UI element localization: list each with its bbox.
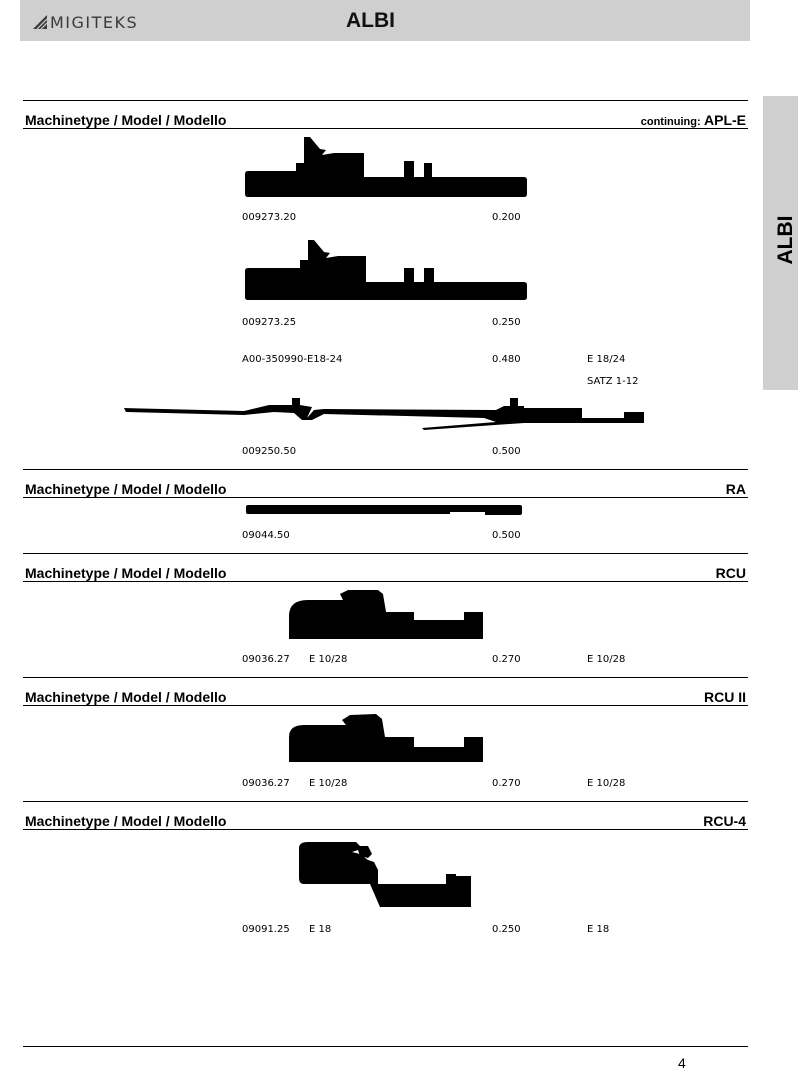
model-name: RCU II [704, 689, 746, 705]
item-note: E 10/28 [587, 778, 626, 789]
blade-profile-009273-20 [244, 137, 529, 199]
blade-profile-09036-27-rcu [288, 590, 486, 640]
blade-profile-009273-25 [244, 240, 529, 302]
section-model [641, 112, 746, 128]
item-note-secondary: SATZ 1-12 [587, 376, 639, 387]
item-value: 0.270 [492, 654, 521, 665]
model-name: APL-E [704, 112, 746, 128]
item-spec: E 18 [309, 924, 332, 935]
blade-profile-09044-50 [245, 504, 525, 516]
section-title: Machinetype / Model / Modello [25, 689, 227, 705]
blade-profile-09091-25 [298, 840, 473, 908]
logo [33, 11, 138, 33]
item-code: 09044.50 [242, 530, 290, 541]
item-code: 09091.25 [242, 924, 290, 935]
item-code: 009250.50 [242, 446, 297, 457]
item-note: E 18/24 [587, 354, 626, 365]
blade-profile-09036-27-rcu-ii [288, 713, 486, 763]
section-title: Machinetype / Model / Modello [25, 112, 227, 128]
item-value: 0.480 [492, 354, 521, 365]
item-spec: E 10/28 [309, 778, 348, 789]
section-title: Machinetype / Model / Modello [25, 813, 227, 829]
item-code: 009273.25 [242, 317, 297, 328]
item-value: 0.250 [492, 924, 521, 935]
item-spec: E 10/28 [309, 654, 348, 665]
item-code: 009273.20 [242, 212, 297, 223]
model-name: RA [725, 481, 746, 497]
page-title: ALBI [346, 9, 395, 32]
item-note: E 10/28 [587, 654, 626, 665]
page-number: 4 [678, 1055, 686, 1071]
item-value: 0.500 [492, 446, 521, 457]
item-value: 0.270 [492, 778, 521, 789]
logo-text: MIGITEKS [50, 12, 139, 32]
section-title: Machinetype / Model / Modello [25, 481, 227, 497]
footer-divider [23, 1046, 748, 1047]
item-note: E 18 [587, 924, 610, 935]
item-value: 0.500 [492, 530, 521, 541]
logo-mark-icon [33, 15, 47, 29]
section-header-apl-e [23, 100, 748, 129]
model-name: RCU-4 [703, 813, 746, 829]
item-code: 09036.27 [242, 778, 290, 789]
blade-profile-009250-50 [124, 396, 649, 436]
item-code: 09036.27 [242, 654, 290, 665]
item-code: A00-350990-E18-24 [242, 354, 343, 365]
model-name: RCU [715, 565, 746, 581]
section-header-rcu [23, 553, 748, 582]
section-header-rcu-ii [23, 677, 748, 706]
section-header-rcu-4 [23, 801, 748, 830]
side-tab-label: ALBI [774, 215, 797, 265]
section-title: Machinetype / Model / Modello [25, 565, 227, 581]
section-header-ra [23, 469, 748, 498]
item-value: 0.200 [492, 212, 521, 223]
continuing-label: continuing: [640, 116, 701, 128]
item-value: 0.250 [492, 317, 521, 328]
